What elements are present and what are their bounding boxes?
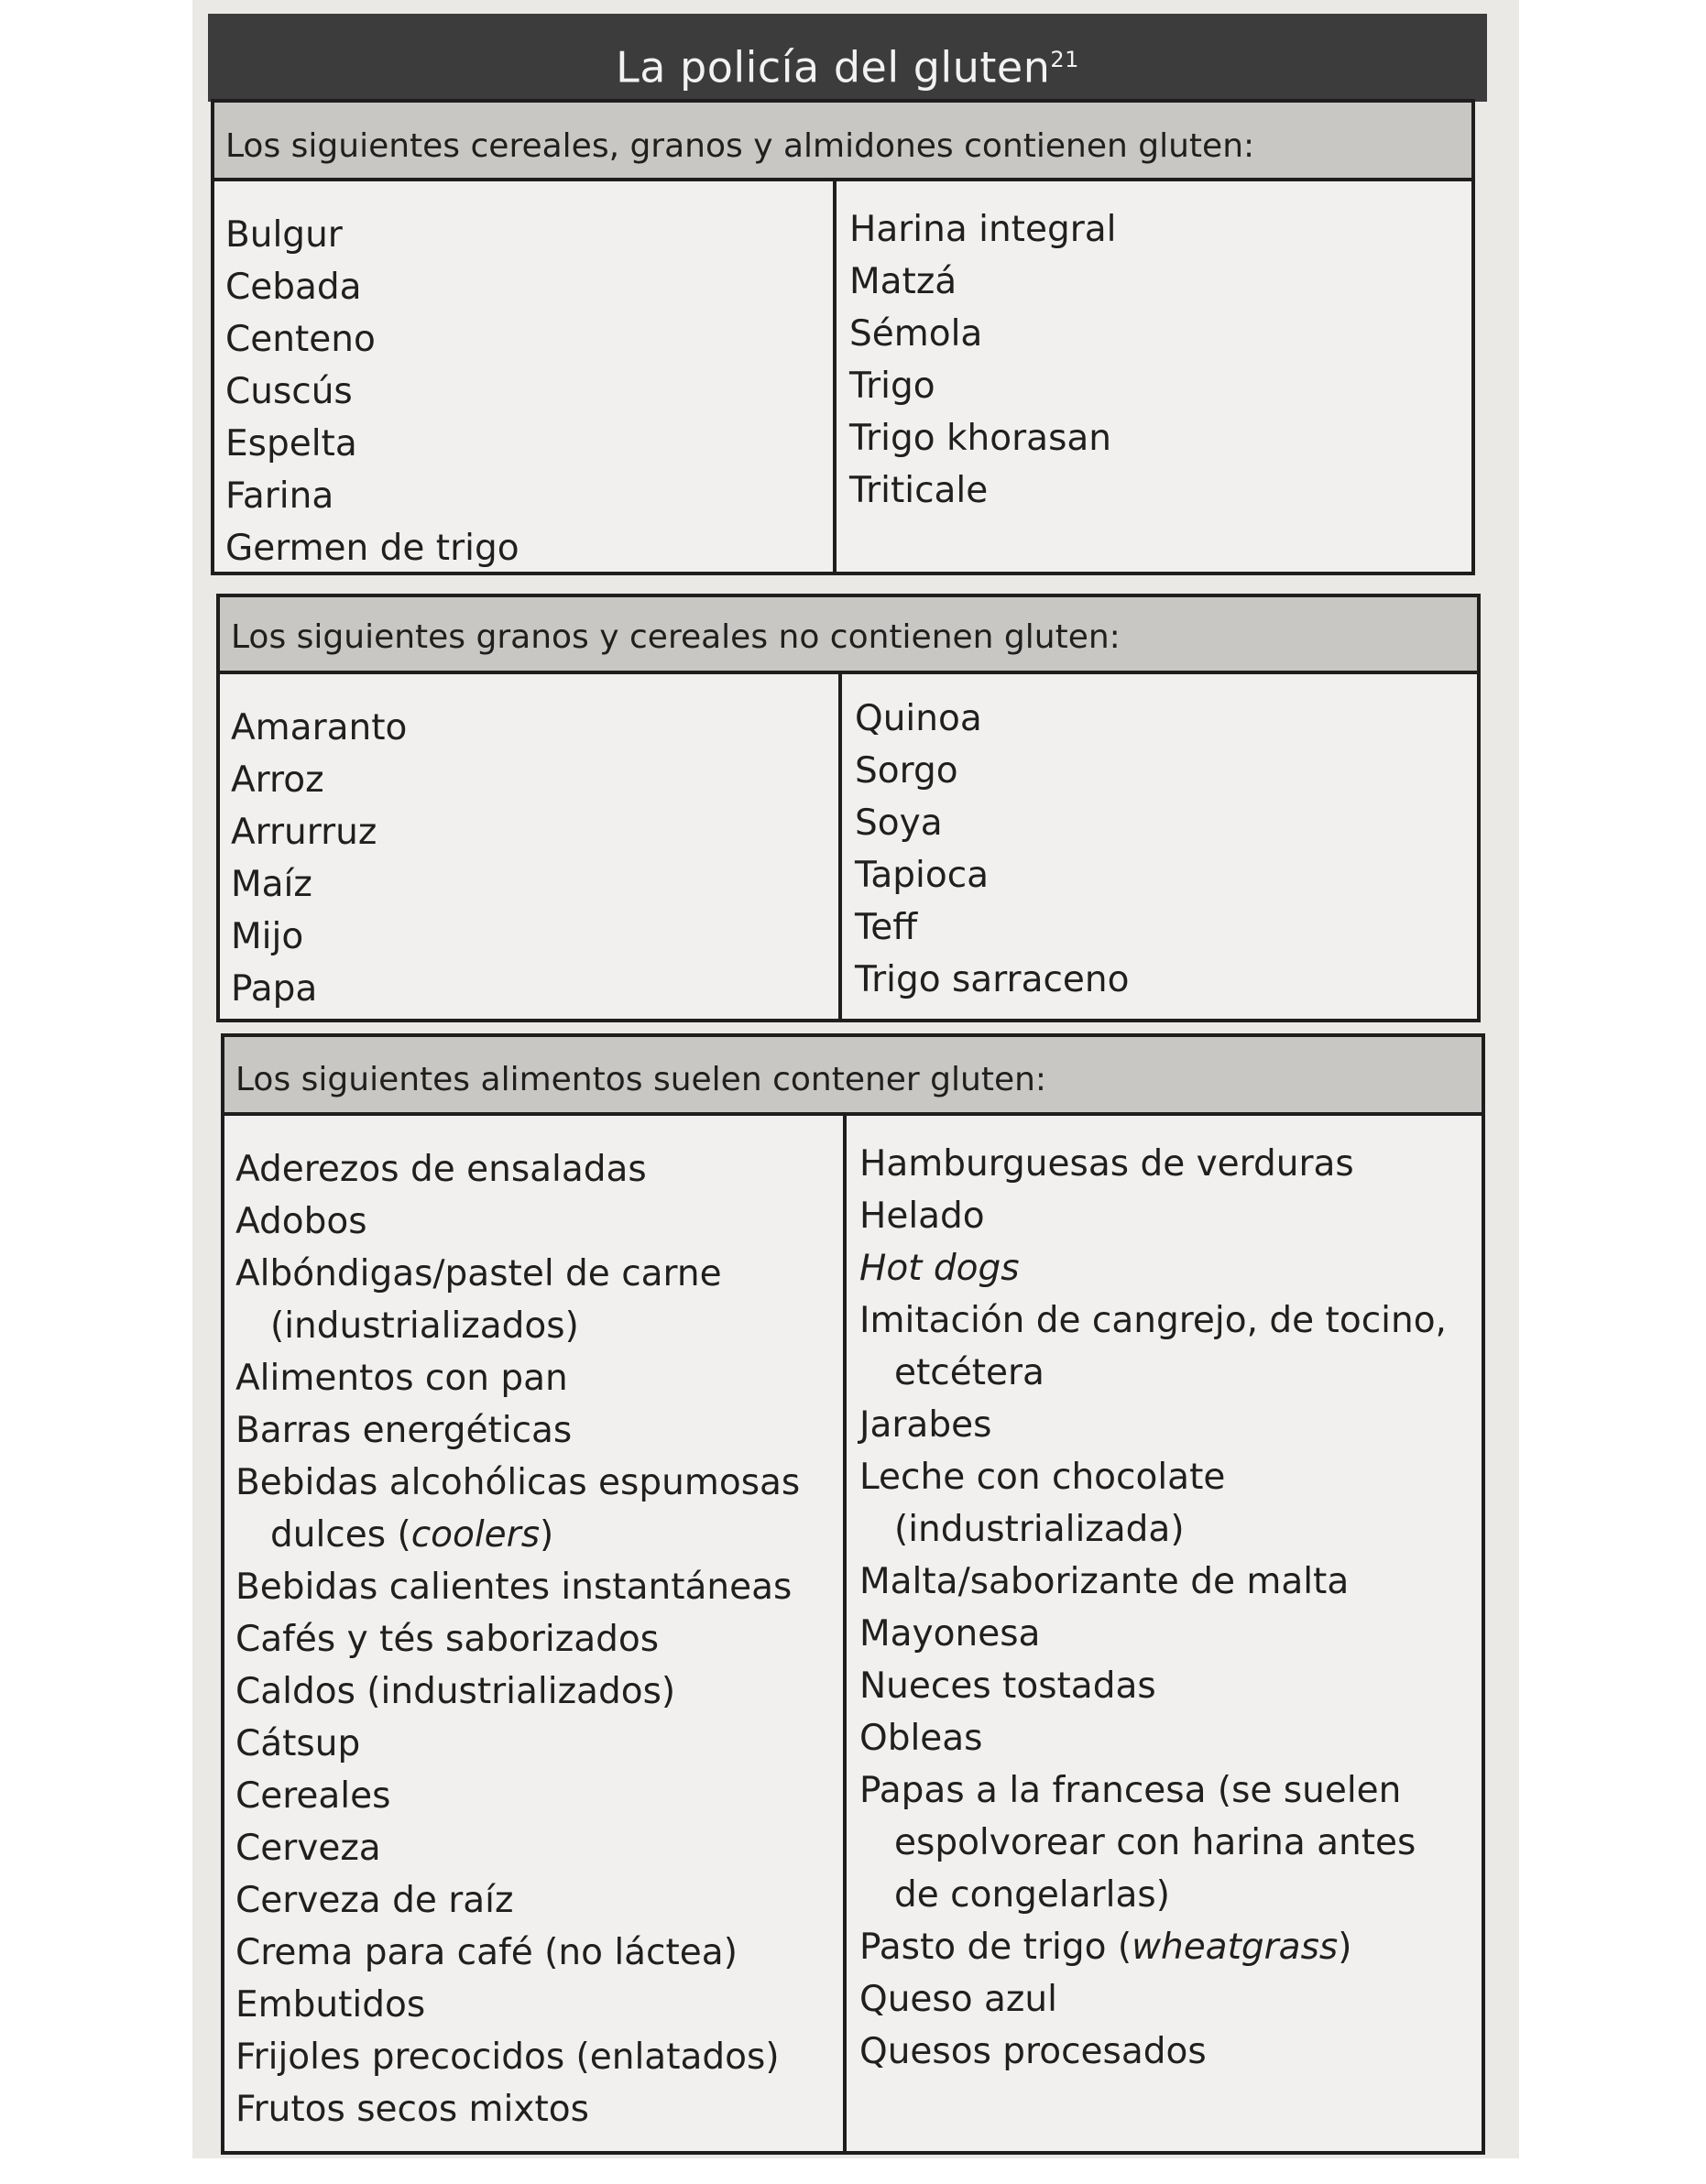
list-item xyxy=(859,1660,1482,1712)
item-text: espolvorear con harina antes xyxy=(894,1822,1416,1863)
item-text: Frutos secos mixtos xyxy=(235,2089,589,2130)
list-item xyxy=(855,797,1477,849)
item-text: Teff xyxy=(855,907,918,948)
list-item xyxy=(225,470,833,522)
item-text: Trigo sarraceno xyxy=(855,959,1130,1000)
list-item xyxy=(859,1817,1482,1869)
item-text: Mijo xyxy=(231,916,304,957)
list-item xyxy=(235,2083,843,2135)
right-column xyxy=(847,1116,1482,2151)
item-text: Arroz xyxy=(231,759,324,801)
list-item xyxy=(855,693,1477,745)
item-text: Leche con chocolate xyxy=(859,1457,1226,1498)
item-text: Matzá xyxy=(849,261,957,302)
list-item xyxy=(235,1874,843,1927)
item-text: Bulgur xyxy=(225,214,343,256)
list-item xyxy=(235,2031,843,2083)
list-item xyxy=(231,858,838,911)
title-footnote-marker: 21 xyxy=(1050,47,1079,72)
list-item xyxy=(859,1399,1482,1451)
item-text: Crema para café (no láctea) xyxy=(235,1932,738,1973)
list-item xyxy=(225,209,833,261)
list-item xyxy=(225,418,833,470)
list-item xyxy=(859,1869,1482,1921)
list-item xyxy=(859,1294,1482,1347)
list-item xyxy=(235,1718,843,1770)
item-text: Frijoles precocidos (enlatados) xyxy=(235,2037,780,2078)
item-text: Cerveza de raíz xyxy=(235,1880,514,1921)
list-item xyxy=(235,1613,843,1665)
item-text: Obleas xyxy=(859,1718,983,1759)
list-item xyxy=(231,963,838,1015)
item-text: Hot dogs xyxy=(859,1248,1020,1289)
item-text: Trigo xyxy=(849,366,935,407)
list-item xyxy=(235,1352,843,1404)
book-page xyxy=(192,0,1519,2158)
item-list xyxy=(231,702,838,1015)
list-item xyxy=(849,464,1471,517)
list-item xyxy=(235,1665,843,1718)
item-text: Tapioca xyxy=(855,855,990,896)
item-text: Bebidas alcohólicas espumosas xyxy=(235,1462,801,1503)
list-item xyxy=(849,412,1471,464)
item-text: ) xyxy=(540,1514,554,1556)
item-text: Nueces tostadas xyxy=(859,1665,1156,1707)
list-item xyxy=(231,702,838,754)
list-item xyxy=(225,366,833,418)
list-item xyxy=(859,1242,1482,1294)
item-text: Pasto de trigo ( xyxy=(859,1927,1132,1968)
item-text: Centeno xyxy=(225,319,376,360)
item-text: Imitación de cangrejo, de tocino, xyxy=(859,1300,1447,1341)
list-item xyxy=(235,1248,843,1300)
item-text: Triticale xyxy=(849,470,989,511)
item-text: dulces ( xyxy=(270,1514,411,1556)
list-item xyxy=(859,1451,1482,1503)
list-item xyxy=(859,1608,1482,1660)
item-text: Jarabes xyxy=(859,1404,992,1446)
list-item xyxy=(859,1138,1482,1190)
left-column xyxy=(224,1116,847,2151)
item-text: Barras energéticas xyxy=(235,1410,573,1451)
right-column xyxy=(842,674,1477,1019)
left-column xyxy=(220,674,842,1019)
item-text: Alimentos con pan xyxy=(235,1358,568,1399)
item-text: Sorgo xyxy=(855,750,958,792)
section-header: Los siguientes cereales, granos y almidones contienen gluten: xyxy=(214,103,1471,181)
list-item xyxy=(859,1921,1482,1973)
item-text: Trigo khorasan xyxy=(849,418,1112,459)
list-item xyxy=(849,308,1471,360)
list-item xyxy=(235,1404,843,1457)
list-item xyxy=(859,1556,1482,1608)
list-item xyxy=(235,1509,843,1561)
list-item xyxy=(859,1764,1482,1817)
left-column xyxy=(214,181,837,572)
list-item xyxy=(235,1457,843,1509)
section-usually-contain-gluten xyxy=(221,1033,1485,2155)
list-item xyxy=(855,849,1477,901)
item-text: Malta/saborizante de malta xyxy=(859,1561,1350,1602)
right-column xyxy=(837,181,1471,572)
item-text: (industrializada) xyxy=(894,1509,1185,1550)
item-text: Cuscús xyxy=(225,371,353,412)
list-item xyxy=(235,1927,843,1979)
item-text: Caldos (industrializados) xyxy=(235,1671,676,1712)
list-item xyxy=(855,745,1477,797)
item-text: Sémola xyxy=(849,313,983,355)
list-item xyxy=(235,1300,843,1352)
item-list xyxy=(849,203,1471,517)
list-item xyxy=(225,522,833,574)
item-text: etcétera xyxy=(894,1352,1044,1393)
item-text: Maíz xyxy=(231,864,312,905)
item-list xyxy=(225,209,833,574)
list-item xyxy=(225,261,833,313)
list-item xyxy=(859,1347,1482,1399)
item-text: (industrializados) xyxy=(270,1305,579,1347)
item-text: Mayonesa xyxy=(859,1613,1041,1654)
item-text: Cátsup xyxy=(235,1723,361,1764)
section-header: Los siguientes granos y cereales no contienen gluten: xyxy=(220,597,1477,674)
item-list xyxy=(235,1143,843,2135)
list-item xyxy=(235,1143,843,1196)
list-item xyxy=(859,2026,1482,2078)
list-item xyxy=(235,1196,843,1248)
list-item xyxy=(855,954,1477,1006)
item-text: Soya xyxy=(855,803,943,844)
list-item xyxy=(855,901,1477,954)
item-text: Quesos procesados xyxy=(859,2031,1207,2072)
item-text: Cereales xyxy=(235,1775,391,1817)
item-text: coolers xyxy=(410,1514,541,1556)
item-text: Amaranto xyxy=(231,707,408,748)
page-title xyxy=(208,14,1487,102)
item-text: Helado xyxy=(859,1196,985,1237)
item-text: Arrurruz xyxy=(231,812,377,853)
list-item xyxy=(225,313,833,366)
item-text: Germen de trigo xyxy=(225,528,519,569)
item-text: Hamburguesas de verduras xyxy=(859,1143,1354,1185)
item-text: Queso azul xyxy=(859,1979,1057,2020)
section-header: Los siguientes alimentos suelen contener gluten: xyxy=(224,1037,1482,1116)
section-contain-gluten xyxy=(211,99,1475,575)
title-text: La policía del gluten xyxy=(616,42,1051,93)
item-text: Quinoa xyxy=(855,698,982,739)
item-text: de congelarlas) xyxy=(894,1874,1170,1916)
item-text: Papa xyxy=(231,968,318,1010)
list-item xyxy=(235,1822,843,1874)
section-gluten-free xyxy=(216,594,1481,1022)
section-body xyxy=(224,1116,1482,2151)
item-text: Cebada xyxy=(225,267,362,308)
item-list xyxy=(855,693,1477,1006)
list-item xyxy=(849,360,1471,412)
list-item xyxy=(231,806,838,858)
list-item xyxy=(231,911,838,963)
list-item xyxy=(859,1712,1482,1764)
item-list xyxy=(859,1138,1482,2078)
item-text: Embutidos xyxy=(235,1984,426,2026)
item-text: Cafés y tés saborizados xyxy=(235,1619,660,1660)
list-item xyxy=(231,754,838,806)
list-item xyxy=(849,256,1471,308)
section-body xyxy=(220,674,1477,1019)
item-text: Adobos xyxy=(235,1201,367,1242)
list-item xyxy=(859,1190,1482,1242)
item-text: Bebidas calientes instantáneas xyxy=(235,1567,793,1608)
list-item xyxy=(859,1973,1482,2026)
item-text: Farina xyxy=(225,475,334,517)
item-text: Papas a la francesa (se suelen xyxy=(859,1770,1402,1811)
list-item xyxy=(235,1770,843,1822)
list-item xyxy=(859,1503,1482,1556)
item-text: Harina integral xyxy=(849,209,1117,250)
item-text: Espelta xyxy=(225,423,357,464)
item-text: Albóndigas/pastel de carne xyxy=(235,1253,722,1294)
list-item xyxy=(849,203,1471,256)
item-text: wheatgrass xyxy=(1132,1927,1339,1968)
section-body xyxy=(214,181,1471,572)
list-item xyxy=(235,1979,843,2031)
item-text: Cerveza xyxy=(235,1828,381,1869)
item-text: Aderezos de ensaladas xyxy=(235,1149,647,1190)
item-text: ) xyxy=(1338,1927,1352,1968)
list-item xyxy=(235,1561,843,1613)
